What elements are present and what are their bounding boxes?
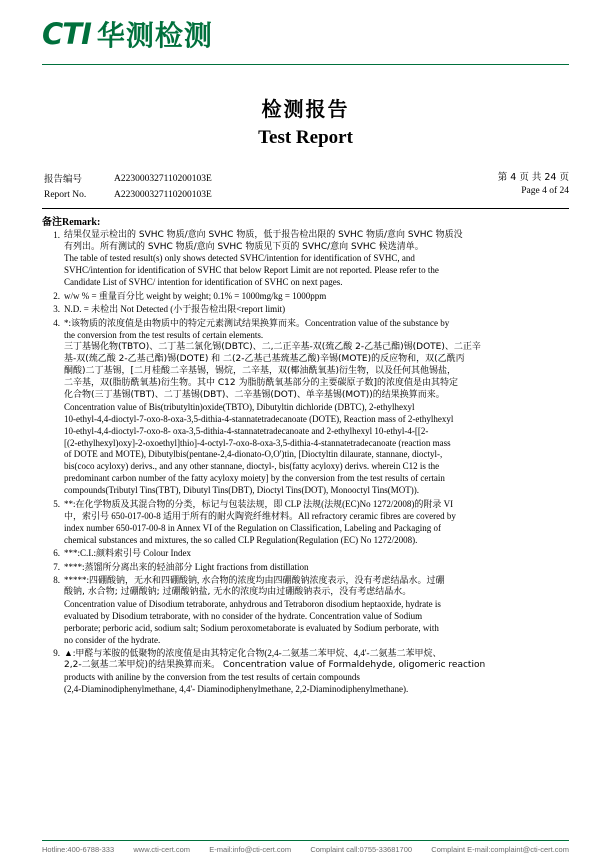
remark-note-body	[64, 304, 569, 316]
remark-note-line: products with aniline by the conversion from the test results of certain compounds	[64, 672, 360, 683]
remark-note-item	[42, 291, 569, 303]
remark-note-number: 6.	[53, 548, 60, 559]
header-divider	[42, 64, 569, 65]
remark-note-line: 有列出。所有测试的 SVHC 物质/意向 SVHC 物质见下页的 SVHC/意向 SVHC 候选清单。	[64, 241, 424, 252]
remark-note-number: 3.	[53, 304, 60, 315]
footer-complaint-email[interactable]: Complaint E-mail:complaint@cti-cert.com	[431, 845, 569, 854]
remark-note-body	[64, 562, 569, 574]
remark-note-line: 酸钠, 水合物; 过硼酸钠; 过硼酸钠盐, 无水的浓度均由过硼酸钠表示，没有考虑结晶水。	[64, 587, 412, 598]
remark-note-line: (2,4-Diaminodiphenylmethane, 4,4'- Diaminodiphenylmethane, 2,2-Diaminodiphenylmethane).	[64, 684, 409, 695]
remark-notes-list	[42, 230, 569, 697]
remark-note-body	[64, 318, 569, 498]
remark-note-line: of DOTE and MOTE), Dibutylbis(pentane-2,4-dionato-O,O')tin, [Dioctyltin dilaurate, stannane, dioctyl-,	[64, 449, 443, 460]
remark-label-cn: 备注	[42, 216, 62, 228]
remark-heading	[42, 213, 569, 228]
remark-label-en: Remark:	[62, 216, 101, 228]
remark-note-line: The table of tested result(s) only shows detected SVHC/intention for identification of SVHC, and	[64, 253, 415, 264]
remark-note-line: **:在化学物质及其混合物的分类，标记与包装法规，即 CLP 法规(法规(EC)No 1272/2008)的附录 VI	[64, 498, 454, 509]
remark-note-line: 结果仅显示检出的 SVHC 物质/意向 SVHC 物质，低于报告检出限的 SVHC 物质/意向 SVHC 物质没	[64, 229, 463, 240]
remark-note-line: index number 650-017-00-8 in Annex VI of the Regulation on Classification, Labeling and Packaging of	[64, 522, 442, 533]
report-no-value-en: A223000327110200103E	[114, 189, 212, 200]
remark-note-line: SVHC/intention for identification of SVHC that below Report Limit are not reported. Please refer to the	[64, 265, 439, 276]
page-header	[0, 0, 611, 58]
footer-complaint-call: Complaint call:0755-33681700	[310, 845, 413, 854]
remark-note-line: 二辛基，双(脂肪酰氧基)衍生物。其中 C12 为脂肪酰氧基部分的主要碳原子数]的浓度值是由其特定	[64, 377, 458, 388]
remark-note-body	[64, 230, 569, 290]
remark-note-item	[42, 562, 569, 574]
remark-note-item	[42, 648, 569, 696]
remark-note-line: Concentration value of Disodium tetraborate, anhydrous and Tetraboron disodium heptaoxide, hydrate is	[64, 599, 441, 610]
remark-note-line: [(2-ethylhexyl)oxy]-2-oxoethyl]thio]-4-octyl-7-oxo-8-oxa-3,5-dithia-4-stannatetradecanoate (reaction mass	[64, 437, 451, 448]
remark-note-line: ***:C.I.:颜料索引号 Colour Index	[64, 548, 191, 559]
page-footer	[0, 840, 611, 854]
remark-note-line: *****:四硼酸钠，无水和四硼酸钠, 水合物的浓度均由四硼酸钠浓度表示，没有考虑结晶水。过硼	[64, 575, 445, 586]
page-number-en: Page 4 of 24	[521, 185, 569, 196]
remark-note-line: Candidate List of SVHC/ intention for identification of SVHC on next pages.	[64, 277, 343, 288]
remark-note-body	[64, 548, 569, 560]
remark-note-line: Concentration value of Bis(tributyltin)oxide(TBTO), Dibutyltin dichloride (DBTC), 2-ethylhexyl	[64, 401, 415, 412]
remark-note-line: ****:蒸馏所分离出来的轻油部分 Light fractions from distillation	[64, 561, 309, 572]
remark-note-line: predominant carbon number of the fatty acyloxy moiety] by the conversion from the test results of certain	[64, 473, 445, 484]
remark-note-item	[42, 318, 569, 498]
remark-note-number: 8.	[53, 575, 60, 586]
remark-note-body	[64, 575, 569, 647]
report-no-value-cn: A223000327110200103E	[114, 174, 212, 184]
footer-hotline: Hotline:400-6788-333	[42, 845, 115, 854]
report-meta	[42, 171, 569, 205]
remark-note-line: bis(coco acyloxy) derivs., and any other stannane, dioctyl-, bis(fatty acyloxy) derivs. wherein C12 is the	[64, 461, 440, 472]
remark-note-body	[64, 499, 569, 547]
report-title-block	[0, 93, 611, 149]
remark-note-line: w/w % = 重量百分比 weight by weight; 0.1% = 1000mg/kg = 1000ppm	[64, 290, 327, 301]
report-number-block	[42, 171, 214, 205]
remark-note-item	[42, 230, 569, 290]
page-title-cn: 检测报告	[261, 97, 350, 121]
remark-note-line: no consider of the hydrate.	[64, 635, 161, 645]
remark-note-item	[42, 499, 569, 547]
remark-note-line: *:该物质的浓度值是由物质中的特定元素测试结果换算而来。Concentration value of the substance by	[64, 317, 450, 328]
remark-note-line: the conversion from the test results of certain elements.	[64, 329, 264, 340]
page-number-block	[498, 171, 569, 205]
remark-note-number: 2.	[53, 290, 60, 301]
remark-note-line: 化合物(三丁基锡(TBT)、二丁基锡(DBT)、二辛基锡(DOT)、单辛基锡(MOT))的结果换算而来。	[64, 389, 445, 400]
remark-note-item	[42, 575, 569, 647]
remark-note-line: 三丁基锡化物(TBTO)、二丁基二氯化锡(DBTC)、二,二正辛基-双(巯乙酸 2-乙基己酯)锡(DOTE)、二正辛	[64, 341, 481, 352]
footer-divider	[42, 840, 569, 841]
remark-note-line: 10-ethyl-4,4-dioctyl-7-oxo-8-oxa-3,5-dithia-4-stannatetradecanoate (DOTE), Reaction mass of 2-ethylhexyl	[64, 413, 454, 424]
remark-note-line: compounds(Tributyl Tins(TBT), Dibutyl Tins(DBT), Dioctyl Tins(DOT), Monooctyl Tins(MOT)).	[64, 485, 419, 496]
remark-note-line: evaluated by Disodium tetraborate, with no consider of the hydrate. Concentration value of Sodium	[64, 611, 423, 622]
remark-note-number: 9.	[53, 648, 60, 659]
meta-divider	[42, 208, 569, 209]
footer-website[interactable]: www.cti-cert.com	[133, 845, 191, 854]
footer-contact-row	[42, 845, 569, 854]
remark-note-line: perborate; perboric acid, sodium salt; Sodium peroxometaborate is evaluated by Sodium perborate, with	[64, 623, 439, 634]
remark-note-number: 1.	[53, 229, 60, 240]
remark-note-line: ▲:甲醛与苯胺的低聚物的浓度值是由其特定化合物(2,4-二氨基二苯甲烷、4,4'-二氨基二苯甲烷、	[64, 648, 442, 659]
remark-note-line: 10-ethyl-4,4-dioctyl-7-oxo-8- oxa-3,5-dithia-4-stannatetradecanoate and 2-ethylhexyl 10-ethyl-4-[[2-	[64, 425, 429, 436]
remark-note-line: 基-双(巯乙酸 2-乙基己酯)锡(DOTE) 和 二(2-乙基己基巯基乙酸)辛锡(MOTE)的反应物和，双(乙酰丙	[64, 353, 465, 364]
remark-note-item	[42, 548, 569, 560]
remark-note-line: chemical substances and mixtures, the so called CLP Regulation(Regulation (EC) No 1272/2008).	[64, 534, 418, 545]
remark-note-line: 酮酸)二丁基锡，[二月桂酸二辛基锡，锡烷，二辛基，双(椰油酰氧基)衍生物，以及任何其他锡盐，	[64, 365, 457, 376]
company-logo	[42, 14, 569, 54]
remark-note-number: 7.	[53, 561, 60, 572]
remark-note-number: 5.	[53, 498, 60, 509]
remark-note-item	[42, 304, 569, 316]
logo-latin-text: CTI	[42, 17, 91, 51]
remark-note-line: 2,2-二氨基二苯甲烷)的结果换算而来。 Concentration value of Formaldehyde, oligomeric reaction	[64, 660, 486, 671]
footer-email[interactable]: E-mail:info@cti-cert.com	[209, 845, 292, 854]
remark-note-line: 中，索引号 650-017-00-8 适用于所有的耐火陶瓷纤维材料。All refractory ceramic fibres are covered by	[64, 510, 456, 521]
page-title-en: Test Report	[258, 127, 353, 148]
logo-chinese-text: 华测检测	[96, 19, 213, 52]
page-number-cn: 第 4 页 共 24 页	[497, 172, 569, 183]
remark-note-body	[64, 291, 569, 303]
report-no-label-cn: 报告编号	[44, 174, 83, 185]
report-no-label-en: Report No.	[44, 189, 87, 200]
remark-note-line: N.D. = 未检出 Not Detected (小于报告检出限<report limit)	[64, 304, 286, 315]
remark-note-body	[64, 648, 569, 696]
remark-note-number: 4.	[53, 317, 60, 328]
